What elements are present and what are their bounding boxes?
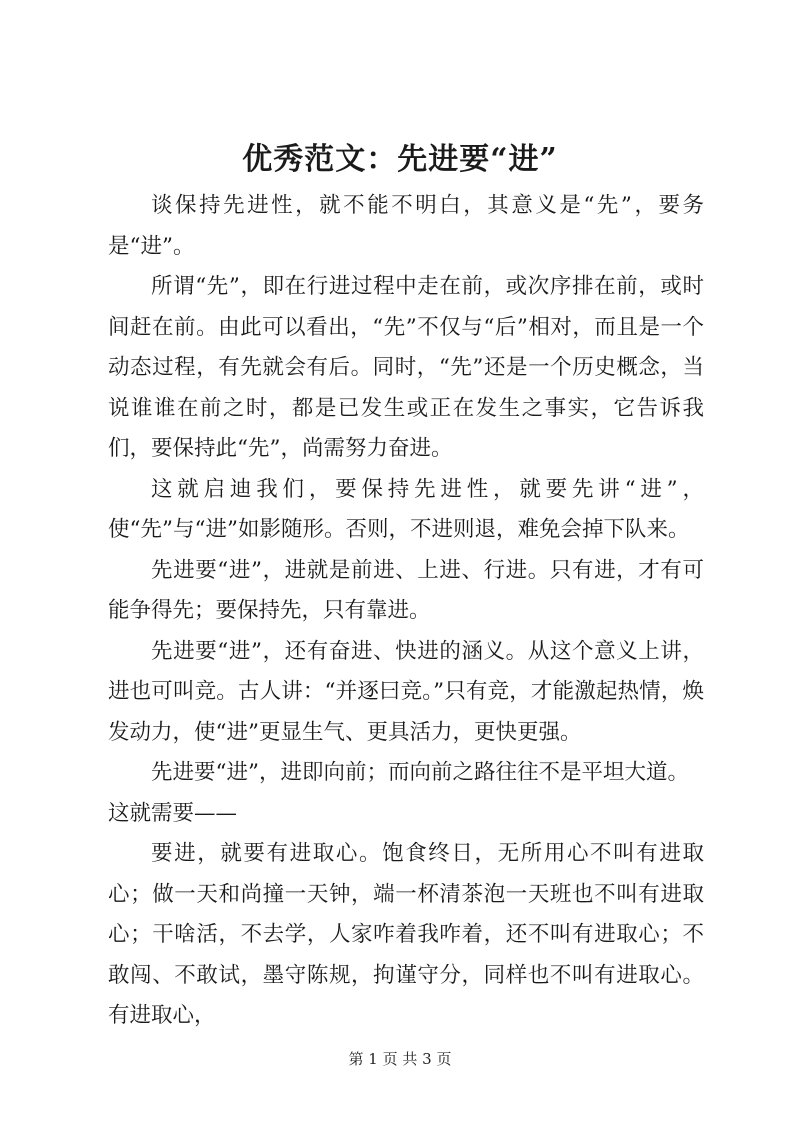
- paragraph: 这就需要——: [108, 800, 238, 826]
- document-body: [108, 186, 704, 1037]
- paragraph: 谈保持先进性，就不能不明白，其意义是“先”，要务是“进”。: [108, 193, 704, 259]
- paragraph: 这就启迪我们，要保持先进性，就要先讲“进”，使“先”与“进”如影随形。否则，不进则退，难免会掉下队来。: [108, 476, 704, 542]
- document-title: 优秀范文：先进要“进”: [242, 142, 558, 177]
- page-number-footer: 第 1 页 共 3 页: [348, 1050, 452, 1068]
- paragraph: 要进，就要有进取心。饱食终日，无所用心不叫有进取心；做一天和尚撞一天钟，端一杯清茶泡一天班也不叫有进取心；干啥活，不去学，人家咋着我咋着，还不叫有进取心；不敢闯、不敢试，墨守陈规，拘谨守分，同样也不叫有进取心。有进取心，: [108, 841, 704, 1028]
- paragraph: 先进要“进”，进即向前；而向前之路往往不是平坦大道。: [151, 760, 689, 785]
- paragraph: 所谓“先”，即在行进过程中走在前，或次序排在前，或时间赶在前。由此可以看出，“先”不仅与“后”相对，而且是一个动态过程，有先就会有后。同时，“先”还是一个历史概念，当说谁谁在前之时，都是已发生或正在发生之事实，它告诉我们，要保持此“先”，尚需努力奋进。: [108, 274, 704, 461]
- paragraph: 先进要“进”，还有奋进、快进的涵义。从这个意义上讲，进也可叫竞。古人讲：“并逐曰竞。”只有竞，才能激起热情，焕发动力，使“进”更显生气、更具活力，更快更强。: [108, 638, 704, 745]
- paragraph: 先进要“进”，进就是前进、上进、行进。只有进，才有可能争得先；要保持先，只有靠进。: [108, 557, 704, 623]
